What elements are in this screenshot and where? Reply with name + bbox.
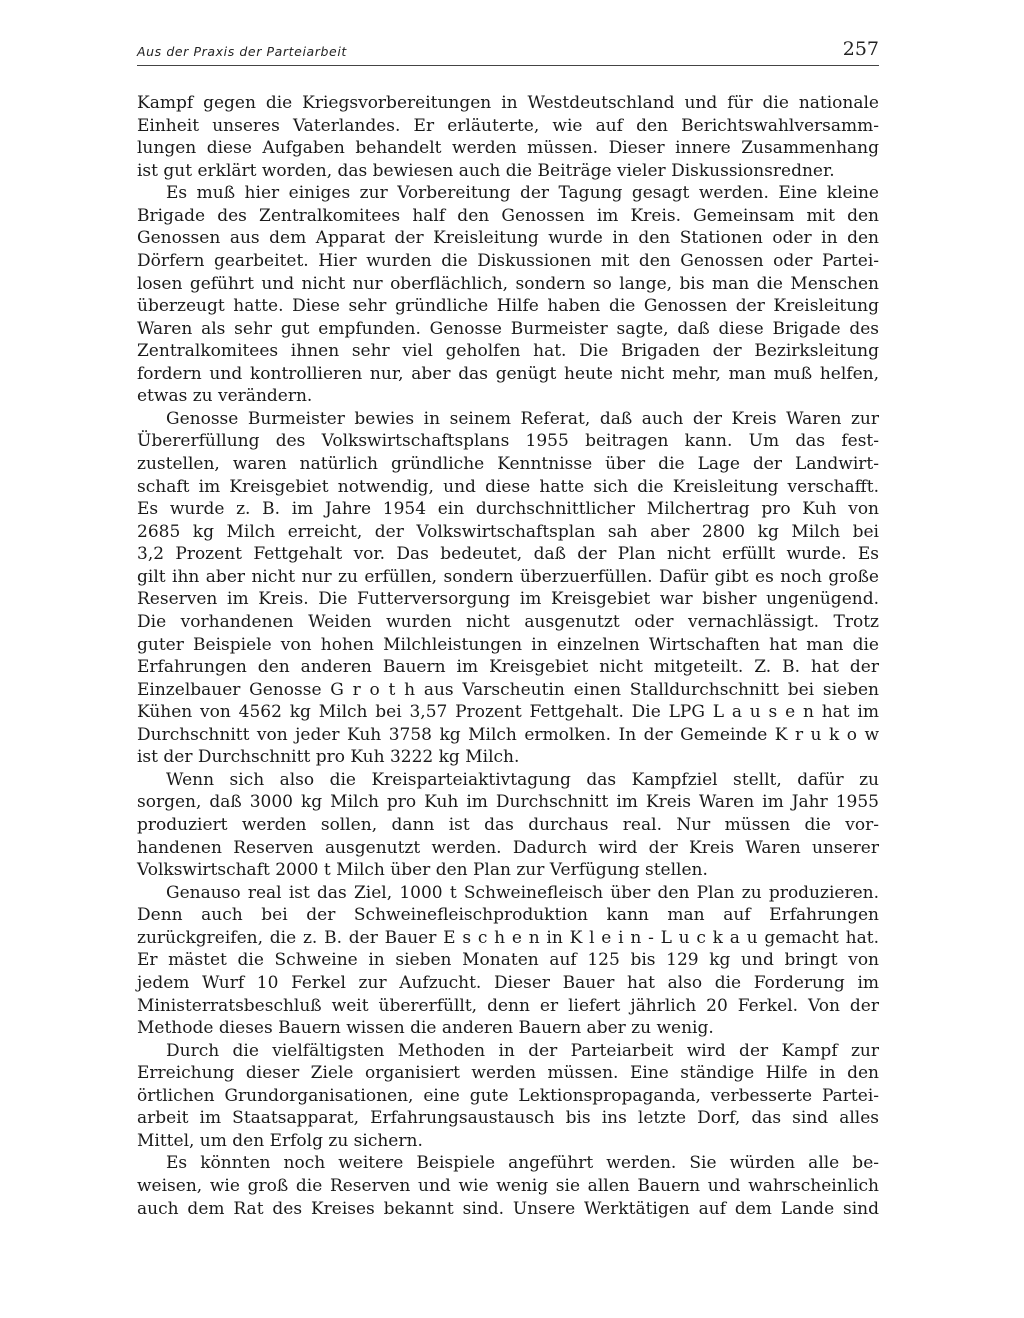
- text-line: Genosse Burmeister bewies in seinem Referat, daß auch der Kreis Waren zur: [166, 408, 879, 429]
- text-line: 3,2 Prozent Fettgehalt vor. Das bedeutet, daß der Plan nicht erfüllt wurde. Es: [137, 544, 879, 565]
- text-line: Genossen aus dem Apparat der Kreisleitung wurde in den Stationen oder in den: [137, 228, 879, 249]
- text-line: etwas zu verändern.: [137, 386, 313, 407]
- text-line: schaft im Kreisgebiet notwendig, und diese hatte sich die Kreisleitung verschafft.: [137, 476, 879, 497]
- text-line: auch dem Rat des Kreises bekannt sind. Unsere Werktätigen auf dem Lande sind: [137, 1198, 879, 1219]
- text-line: überzeugt hatte. Diese sehr gründliche Hilfe haben die Genossen der Kreisleitung: [137, 296, 879, 317]
- text-line: handenen Reserven ausgenutzt werden. Dadurch wird der Kreis Waren unserer: [137, 837, 879, 858]
- text-line: Brigade des Zentralkomitees half den Genossen im Kreis. Gemeinsam mit den: [137, 205, 879, 226]
- text-line: arbeit im Staatsapparat, Erfahrungsaustausch bis ins letzte Dorf, das sind alles: [137, 1108, 879, 1129]
- text-line: ist der Durchschnitt pro Kuh 3222 kg Milch.: [137, 747, 520, 768]
- text-line: jedem Wurf 10 Ferkel zur Aufzucht. Dieser Bauer hat also die Forderung im: [137, 972, 879, 993]
- text-line: Die vorhandenen Weiden wurden nicht ausgenutzt oder vernachlässigt. Trotz: [137, 611, 879, 632]
- text-line: fordern und kontrollieren nur, aber das genügt heute nicht mehr, man muß helfen,: [137, 363, 879, 384]
- text-line: Reserven im Kreis. Die Futterversorgung im Kreisgebiet war bisher ungenügend.: [137, 589, 879, 610]
- text-line: Methode dieses Bauern wissen die anderen Bauern aber zu wenig.: [137, 1018, 714, 1039]
- text-line: Erfahrungen den anderen Bauern im Kreisgebiet nicht mitgeteilt. Z. B. hat der: [137, 657, 879, 678]
- text-line: Denn auch bei der Schweinefleischproduktion kann man auf Erfahrungen: [137, 905, 879, 926]
- text-line: Er mästet die Schweine in sieben Monaten auf 125 bis 129 kg und bringt von: [137, 950, 879, 971]
- text-line: Zentralkomitees ihnen sehr viel geholfen hat. Die Brigaden der Bezirksleitung: [137, 341, 879, 362]
- text-line: Übererfüllung des Volkswirtschaftsplans 1955 beitragen kann. Um das fest-: [137, 431, 879, 452]
- text-line: ist gut erklärt worden, das bewiesen auch die Beiträge vieler Diskussionsredner.: [137, 160, 835, 181]
- text-line: losen geführt und nicht nur oberflächlich, sondern so lange, bis man die Menschen: [137, 273, 879, 294]
- text-line: Kühen von 4562 kg Milch bei 3,57 Prozent Fettgehalt. Die LPG L a u s e n hat im: [137, 702, 879, 723]
- text-line: sorgen, daß 3000 kg Milch pro Kuh im Durchschnitt im Kreis Waren im Jahr 1955: [137, 792, 879, 813]
- text-line: Durchschnitt von jeder Kuh 3758 kg Milch ermolken. In der Gemeinde K r u k o w: [137, 724, 879, 745]
- text-line: Ministerratsbeschluß weit übererfüllt, denn er liefert jährlich 20 Ferkel. Von der: [137, 995, 879, 1016]
- text-line: lungen diese Aufgaben behandelt werden müssen. Dieser innere Zusammenhang: [137, 138, 879, 159]
- text-line: Wenn sich also die Kreisparteiaktivtagung das Kampfziel stellt, dafür zu: [166, 769, 879, 790]
- text-line: Einzelbauer Genosse G r o t h aus Varscheutin einen Stalldurchschnitt bei sieben: [137, 679, 879, 700]
- text-line: zustellen, waren natürlich gründliche Kenntnisse über die Lage der Landwirt-: [137, 454, 879, 474]
- text-line: Einheit unseres Vaterlandes. Er erläuterte, wie auf den Berichtswahlversamm-: [137, 115, 879, 136]
- text-line: zurückgreifen, die z. B. der Bauer E s c h e n in K l e i n - L u c k a u gemacht hat.: [137, 927, 879, 948]
- text-line: gilt ihn aber nicht nur zu erfüllen, sondern überzuerfüllen. Dafür gibt es noch große: [137, 566, 879, 587]
- text-line: Durch die vielfältigsten Methoden in der Parteiarbeit wird der Kampf zur: [166, 1040, 879, 1061]
- text-line: Es könnten noch weitere Beispiele angeführt werden. Sie würden alle be-: [166, 1153, 879, 1174]
- section-title: Aus der Praxis der Parteiarbeit: [137, 44, 347, 59]
- body-text: [137, 92, 879, 1220]
- page-number: 257: [842, 38, 879, 60]
- text-line: Erreichung dieser Ziele organisiert werden müssen. Eine ständige Hilfe in den: [137, 1063, 879, 1084]
- text-line: produziert werden sollen, dann ist das durchaus real. Nur müssen die vor-: [137, 815, 879, 835]
- header-divider: [137, 65, 879, 66]
- text-line: Volkswirtschaft 2000 t Milch über den Plan zur Verfügung stellen.: [137, 860, 708, 881]
- text-line: Es wurde z. B. im Jahre 1954 ein durchschnittlicher Milchertrag pro Kuh von: [137, 499, 879, 520]
- text-line: weisen, wie groß die Reserven und wie wenig sie allen Bauern und wahrscheinlich: [137, 1176, 879, 1196]
- text-line: 2685 kg Milch erreicht, der Volkswirtschaftsplan sah aber 2800 kg Milch bei: [137, 521, 879, 542]
- text-line: guter Beispiele von hohen Milchleistungen in einzelnen Wirtschaften hat man die: [137, 634, 879, 655]
- text-line: Kampf gegen die Kriegsvorbereitungen in Westdeutschland und für die nationale: [137, 93, 879, 113]
- text-line: Waren als sehr gut empfunden. Genosse Burmeister sagte, daß diese Brigade des: [137, 318, 879, 339]
- text-line: örtlichen Grundorganisationen, eine gute Lektionspropaganda, verbesserte Partei-: [137, 1085, 879, 1106]
- text-line: Dörfern gearbeitet. Hier wurden die Diskussionen mit den Genossen oder Partei-: [137, 250, 879, 271]
- running-header: [137, 38, 879, 68]
- text-line: Es muß hier einiges zur Vorbereitung der Tagung gesagt werden. Eine kleine: [166, 183, 879, 204]
- text-line: Mittel, um den Erfolg zu sichern.: [137, 1130, 423, 1151]
- text-line: Genauso real ist das Ziel, 1000 t Schweinefleisch über den Plan zu produzieren.: [166, 882, 879, 903]
